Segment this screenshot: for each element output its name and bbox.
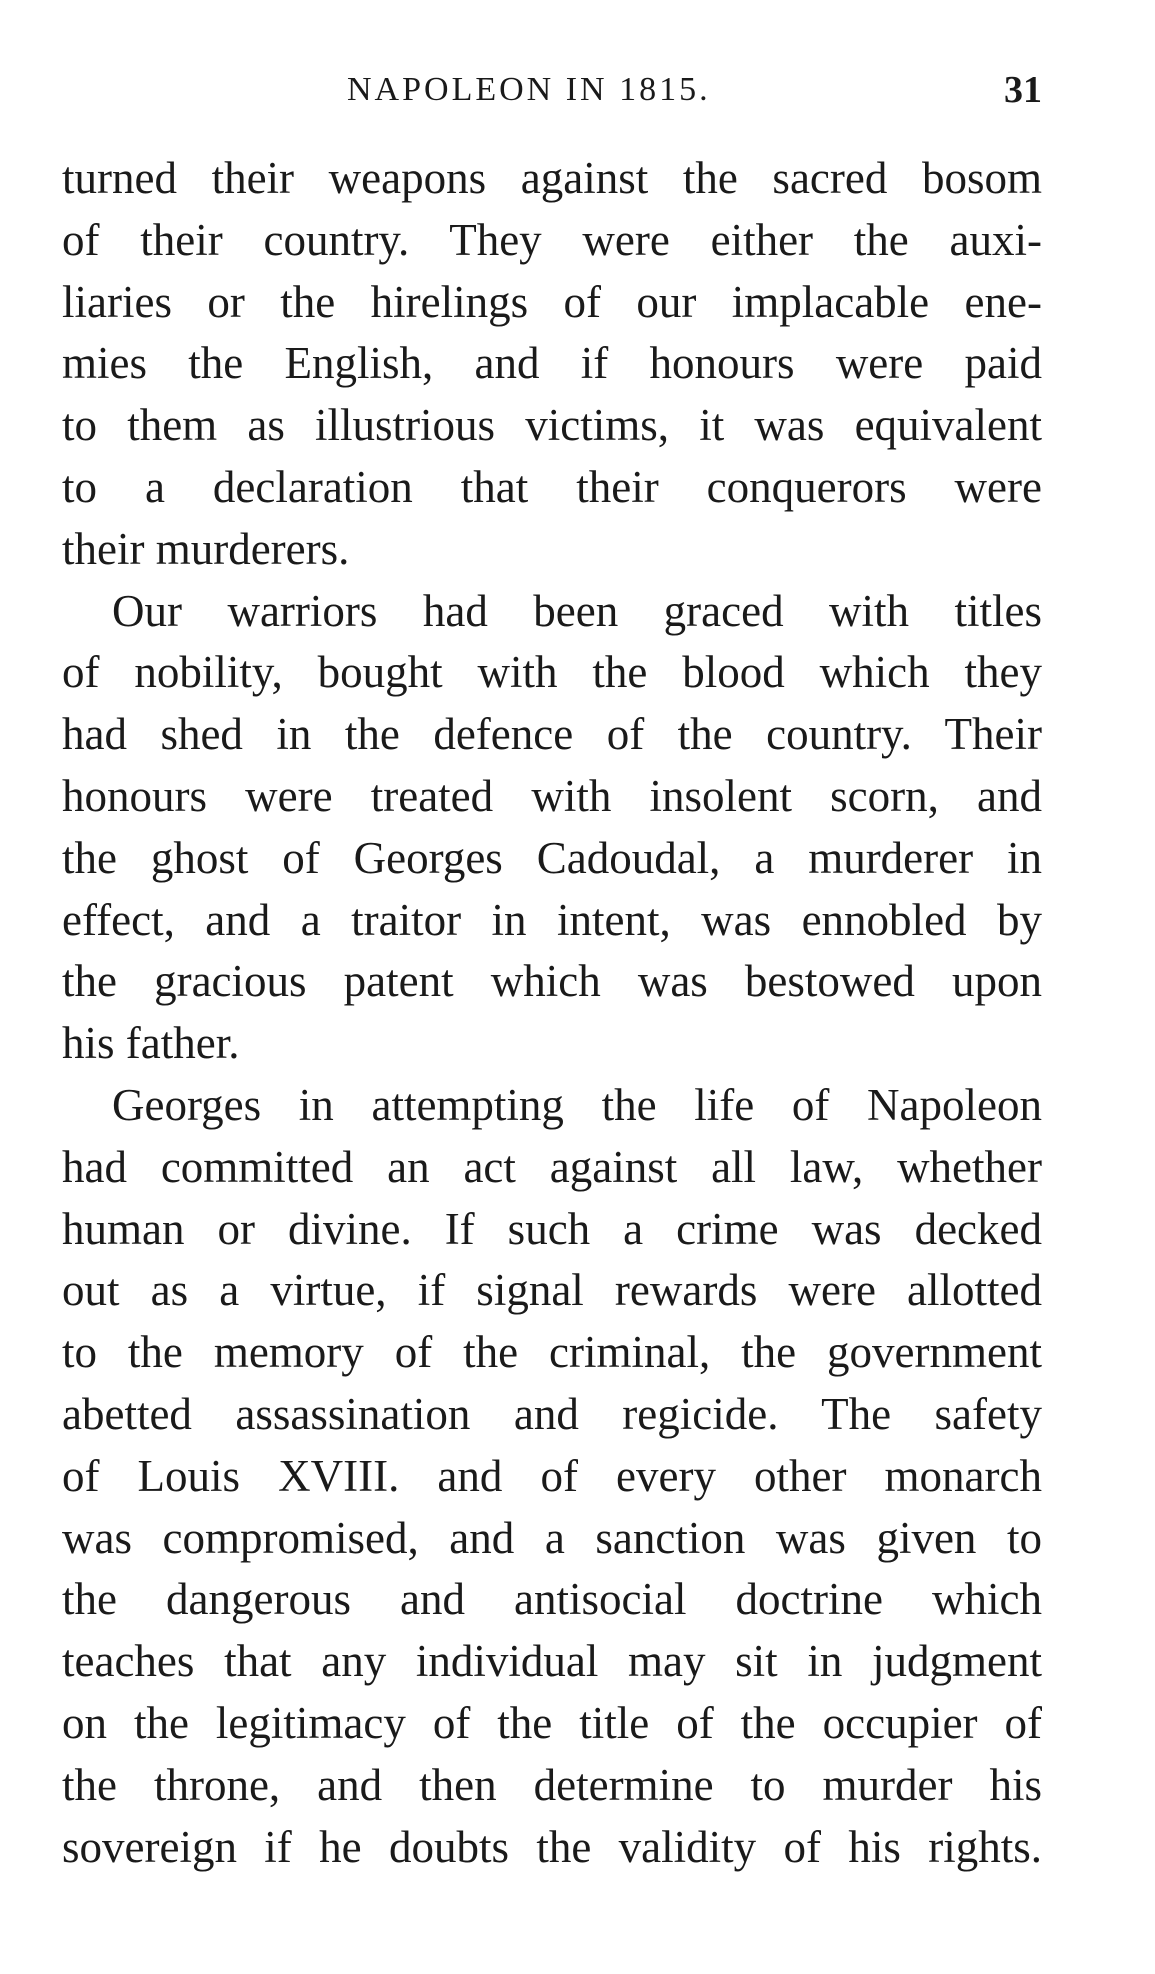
text-line: their murderers. [62,523,350,574]
text-line: to them as illustrious victims, it was equivalent [62,400,1042,451]
text-line: of their country. They were either the auxi- [62,214,1042,265]
paragraph-3 [62,1075,1042,1878]
text-line: mies the English, and if honours were paid [62,338,1042,389]
paragraph-1 [62,148,1042,581]
text-line: to a declaration that their conquerors were [62,461,1042,512]
text-line: his father. [62,1018,240,1069]
paragraph-2 [62,581,1042,1075]
text-line: had shed in the defence of the country. Their [62,709,1042,760]
text-line: of Louis XVIII. and of every other monarch [62,1450,1042,1501]
text-line: Our warriors had been graced with titles [112,585,1042,636]
text-line: effect, and a traitor in intent, was ennobled by [62,894,1042,945]
text-line: to the memory of the criminal, the government [62,1327,1042,1378]
body-text [62,148,1042,1878]
text-line: of nobility, bought with the blood which they [62,647,1042,698]
text-line: was compromised, and a sanction was given to [62,1512,1042,1563]
running-head [62,60,1042,120]
text-line: out as a virtue, if signal rewards were allotted [62,1265,1042,1316]
text-line: the dangerous and antisocial doctrine which [62,1574,1042,1625]
text-line: on the legitimacy of the title of the occupier of [62,1697,1042,1748]
text-line: had committed an act against all law, whether [62,1141,1042,1192]
text-line: the throne, and then determine to murder his [62,1759,1042,1810]
text-line: abetted assassination and regicide. The safety [62,1388,1042,1439]
text-line: the gracious patent which was bestowed upon [62,956,1042,1007]
text-line: sovereign if he doubts the validity of his rights. [62,1821,1042,1872]
page-number: 31 [1004,69,1042,111]
text-line: teaches that any individual may sit in judgment [62,1636,1042,1687]
text-line: the ghost of Georges Cadoudal, a murderer in [62,832,1042,883]
text-line: Georges in attempting the life of Napoleon [112,1079,1042,1130]
text-line: honours were treated with insolent scorn, and [62,770,1042,821]
text-line: turned their weapons against the sacred bosom [62,153,1042,203]
text-line: liaries or the hirelings of our implacable ene- [62,276,1042,327]
text-line: human or divine. If such a crime was decked [62,1203,1042,1254]
running-title: NAPOLEON IN 1815. [347,71,711,108]
